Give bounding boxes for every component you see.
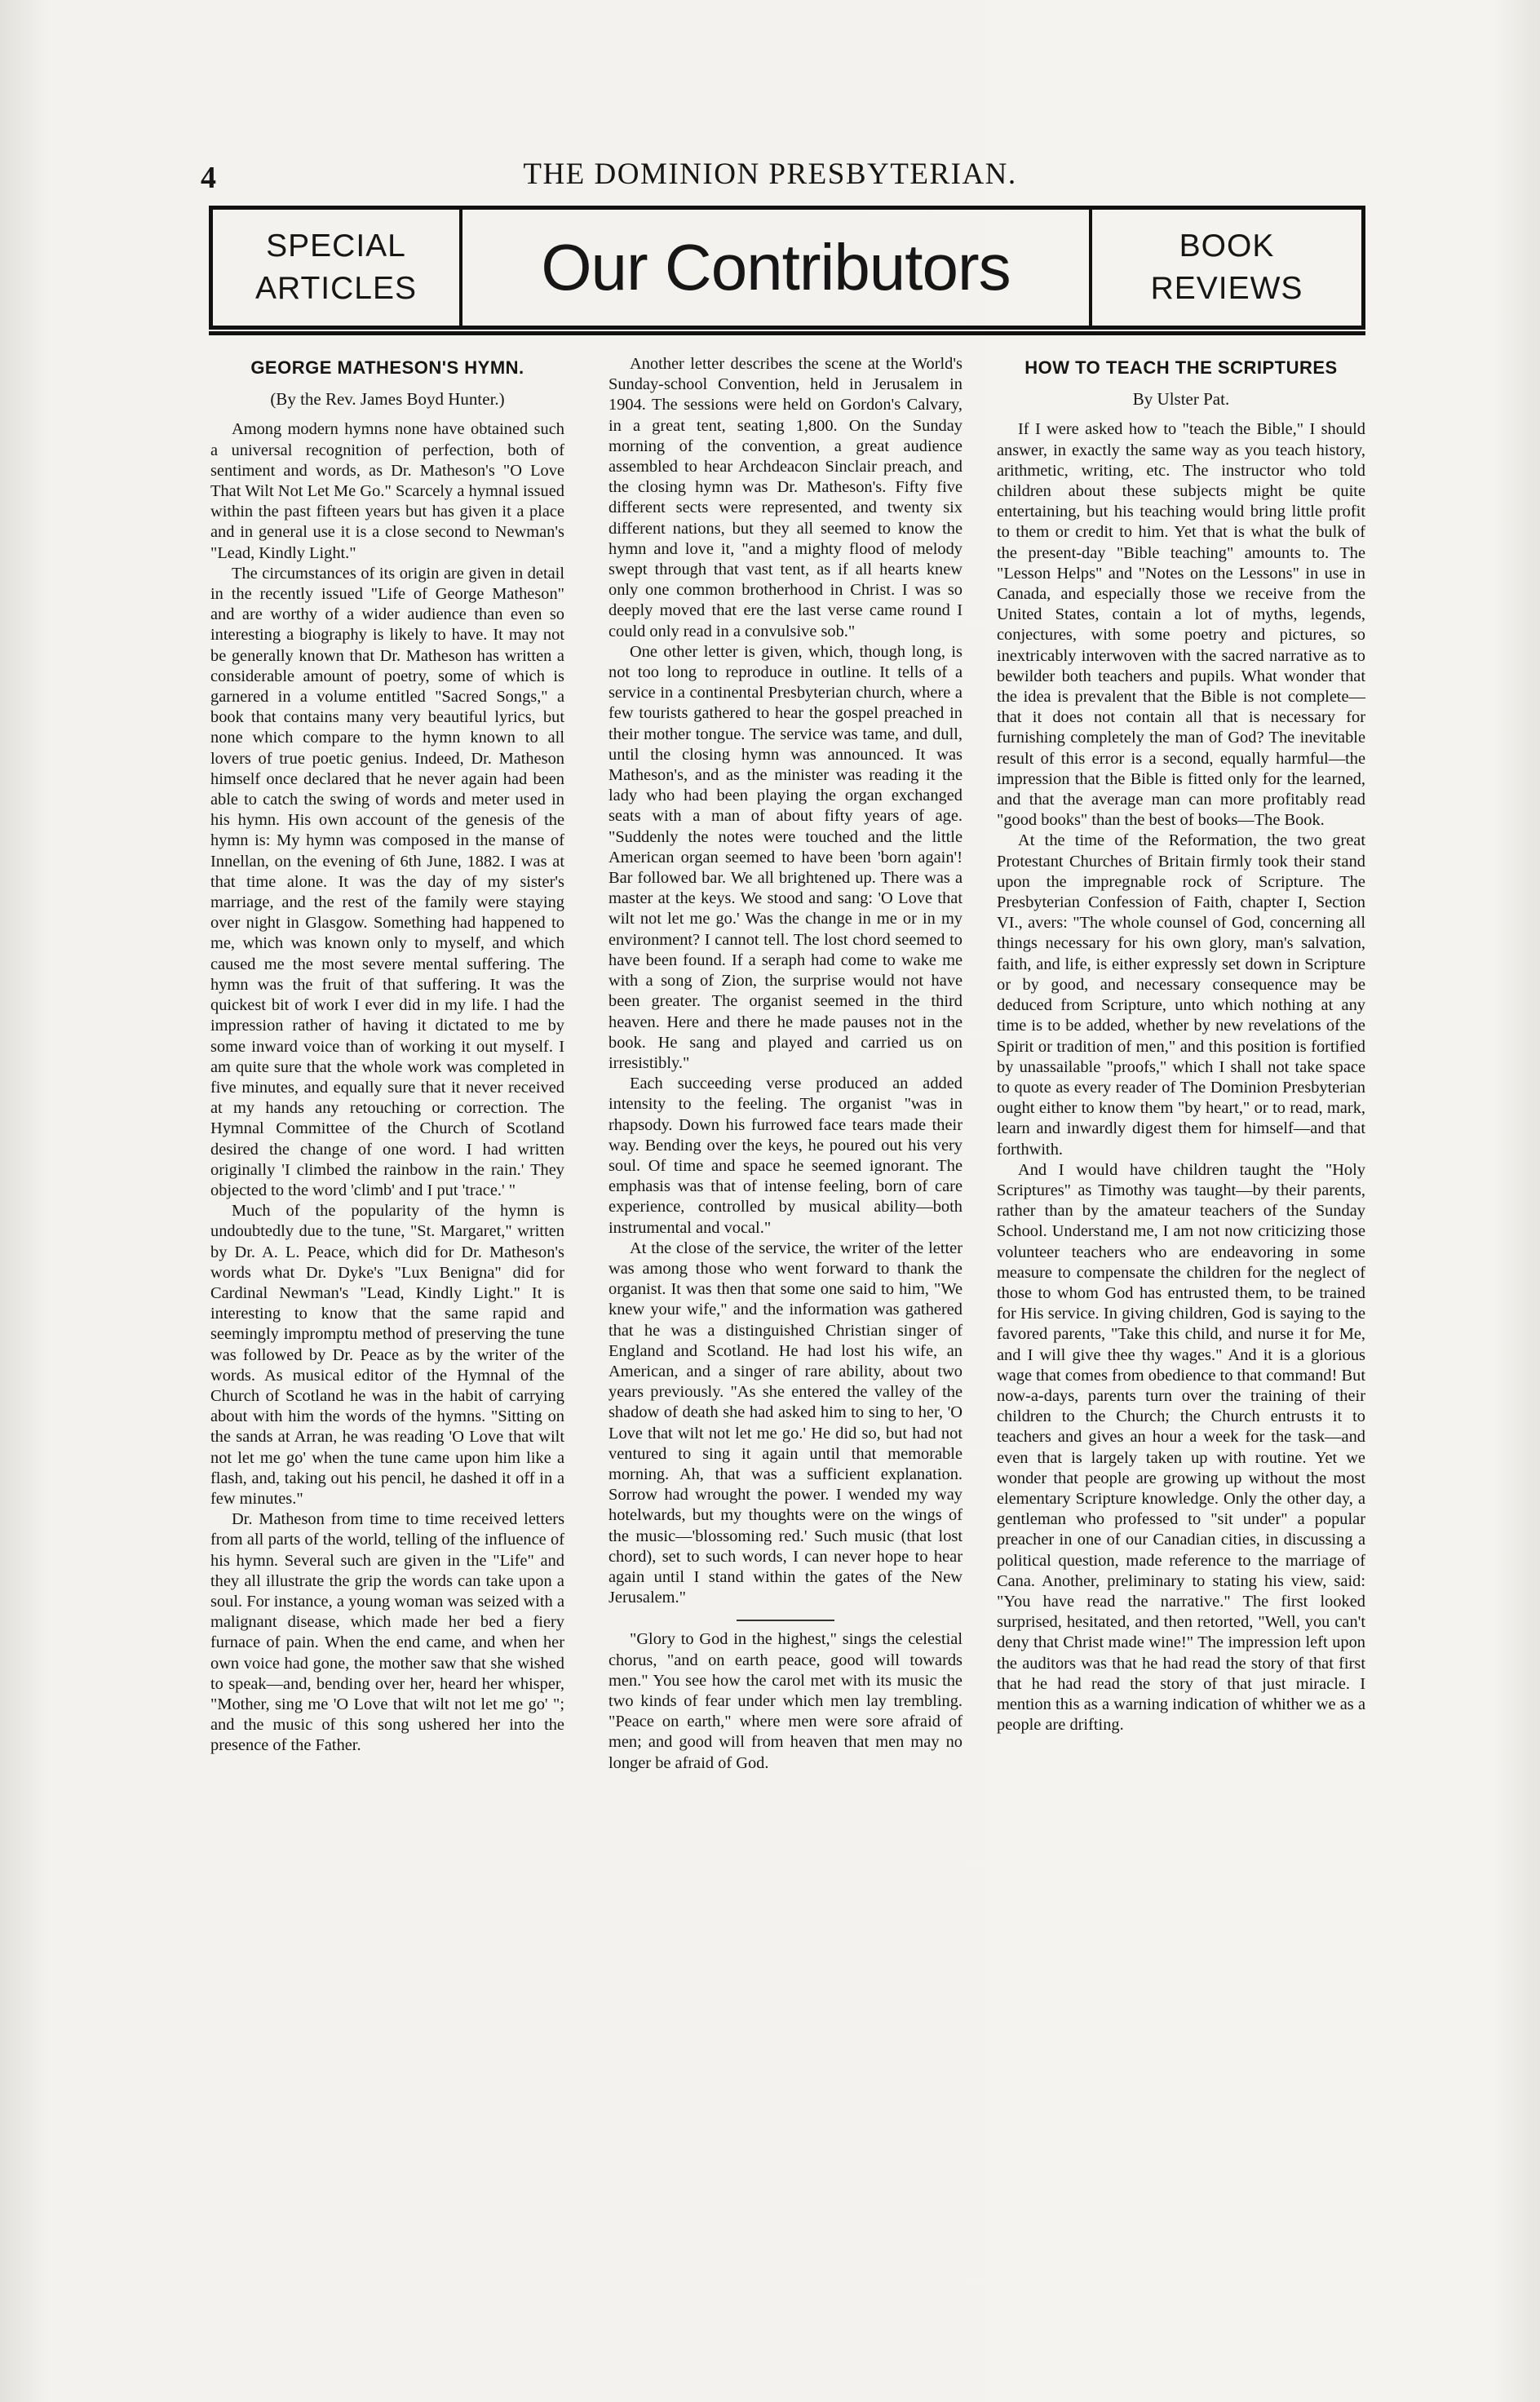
- page-number: 4: [201, 161, 216, 195]
- article-byline: (By the Rev. James Boyd Hunter.): [270, 389, 505, 410]
- banner-rule: [209, 331, 1365, 335]
- masthead: THE DOMINION PRESBYTERIAN.: [523, 157, 1017, 191]
- filler-paragraph: "Glory to God in the highest," sings the celestial chorus, "and on earth peace, good will towards men." You see how the carol met with its music the two kinds of fear under which men lay trembling. "Peace on earth," where men were sore afraid of men; and good will from heaven that men may no longer be afraid of God.: [608, 1630, 962, 1772]
- paragraph: Much of the popularity of the hymn is undoubtedly due to the tune, "St. Margaret," written by Dr. A. L. Peace, which did for Dr. Matheson's words what Dr. Dyke's "Lux Benigna" did for Cardinal Newman's "Lead, Kindly Light." It is interesting to know that the same rapid and seemingly impromptu method of preserving the tune was followed by Dr. Peace as by the writer of the words. As musical editor of the Hymnal of the Church of Scotland he was in the habit of carrying about with him the words of the hymns. "Sitting on the sands at Arran, he was reading 'O Love that wilt not let me go' when the tune came upon him like a flash, and, taking out his pencil, he dashed it off in a few minutes.": [210, 1202, 564, 1508]
- paragraph: And I would have children taught the "Holy Scriptures" as Timothy was taught—by their parents, rather than by the amateur teachers of the Sunday School. Understand me, I am not now criticizing those volunteer teachers who are endeavoring in some measure to compensate the children for the neglect of those to whom God has entrusted them, to be trained for His service. In giving children, God is saying to the favored parents, "Take this child, and nurse it for Me, and I will give thee thy wages." And it is a glorious wage that comes from obedience to that command! But now-a-days, parents turn over the training of their children to the Church; the Church entrusts it to teachers and gives an hour a week for the task—and even that is largely taken up with routine. Yet we wonder that people are growing up without the most elementary Scripture knowledge. Only the other day, a gentleman who professed to "sit under" a popular preacher in one of our Canadian cities, in discussing a political question, made reference to the marriage of Cana. Another, preliminary to stating his view, said: "You have read the narrative." The first looked surprised, hesitated, and then retorted, "Well, you can't deny that Christ made wine!" The impression left upon the auditors was that he had read the story of that first that he had read the story of that just miracle. I mention this as a warning indication of whither we as a people are drifting.: [997, 1160, 1365, 1735]
- column-1: [210, 354, 564, 1757]
- paragraph: Each succeeding verse produced an added intensity to the feeling. The organist "was in rhapsody. Down his furrowed face tears made their way. Bending over the keys, he poured out his very soul. Of time and space he seemed ignorant. The emphasis was that of intense feeling, born of care experience, controlled by musical ability—both instrumental and vocal.": [608, 1075, 962, 1237]
- banner-right-line2: REVIEWS: [1150, 271, 1303, 306]
- divider: [737, 1620, 834, 1621]
- banner-right: [1089, 210, 1361, 326]
- paragraph: Among modern hymns none have obtained such a universal recognition of perfection, both of sentiment and words, as Dr. Matheson's "O Love That Wilt Not Let Me Go." Scarcely a hymnal issued within the past fifteen years but has given it a place and in general use it is a close second to Newman's "Lead, Kindly Light.": [210, 420, 564, 562]
- article-title: GEORGE MATHESON'S HYMN.: [250, 357, 524, 378]
- banner-right-line1: BOOK: [1179, 228, 1275, 264]
- section-banner: [209, 206, 1365, 330]
- paragraph: At the close of the service, the writer of the letter was among those who went forward to thank the organist. It was then that some one said to him, "We knew your wife," and the information was gathered that he was a distinguished Christian singer of England and Scotland. He had lost his wife, an American, and a singer of rare ability, about two years previously. "As she entered the valley of the shadow of death she had asked him to sing to her, 'O Love that wilt not let me go.' He did so, but had not ventured to sing it again until that memorable morning. Ah, that was a sufficient explanation. Sorrow had wrought the power. I wended my way hotelwards, but my thoughts were on the wings of the music—'blossoming red.' Such music (that lost chord), set to such words, I can never hope to hear again until I stand within the gates of the New Jerusalem.": [608, 1239, 962, 1607]
- paragraph: The circumstances of its origin are given in detail in the recently issued "Life of George Matheson" and are worthy of a wider audience than even so interesting a biography is likely to have. It may not be generally known that Dr. Matheson has written a considerable amount of poetry, some of which is garnered in a volume entitled "Sacred Songs," a book that contains many very beautiful lyrics, but none which compare to the hymn known to all lovers of true poetic genius. Indeed, Dr. Matheson himself once declared that he never again had been able to catch the swing of words and meter used in his hymn. His own account of the genesis of the hymn is: My hymn was composed in the manse of Innellan, on the evening of 6th June, 1882. I was at that time alone. It was the day of my sister's marriage, and the rest of the family were staying over night in Glasgow. Something had happened to me, which was known only to myself, and which caused me the most severe mental suffering. The hymn was the fruit of that suffering. It was the quickest bit of work I ever did in my life. I had the impression rather of having it dictated to me by some inward voice than of working it out myself. I am quite sure that the whole work was completed in five minutes, and equally sure that it never received at my hands any retouching or correction. The Hymnal Committee of the Church of Scotland desired the change of one word. I had written originally 'I climbed the rainbow in the rain.' They objected to the word 'climb' and I put 'trace.' ": [210, 564, 564, 1199]
- paragraph: If I were asked how to "teach the Bible," I should answer, in exactly the same way as you teach history, arithmetic, writing, etc. The instructor who told children about these subjects might be quite entertaining, but his teaching would bring little profit to them or credit to him. Yet that is what the bulk of the present-day "Bible teaching" amounts to. The "Lesson Helps" and "Notes on the Lessons" in use in Canada, and especially those we receive from the United States, contain a lot of myths, legends, conjectures, with some poetry and pictures, so inextricably interwoven with the sacred narrative as to bewilder both teachers and pupils. What wonder that the idea is prevalent that the Bible is not complete—that it does not contain all that is necessary for furnishing completely the man of God? The inevitable result of this error is a second, equally harmful—the impression that the Bible is fitted only for the learned, and that the average man can more profitably read "good books" than the best of books—The Book.: [997, 420, 1365, 830]
- banner-left-line2: ARTICLES: [254, 271, 417, 306]
- paragraph: Dr. Matheson from time to time received letters from all parts of the world, telling of the influence of his hymn. Several such are given in the "Life" and they all illustrate the grip the words can take upon a soul. For instance, a young woman was seized with a malignant disease, which made her bed a fiery furnace of pain. When the end came, and when her own voice had gone, the mother saw that she wished to speak—and, bending over her, heard her whisper, "Mother, sing me 'O Love that wilt not let me go' "; and the music of this song ushered her into the presence of the Father.: [210, 1510, 564, 1755]
- banner-left-line1: SPECIAL: [266, 228, 406, 264]
- paragraph: At the time of the Reformation, the two great Protestant Churches of Britain firmly took their stand upon the impregnable rock of Scripture. The Presbyterian Confession of Faith, chapter I, Section VI., avers: "The whole counsel of God, concerning all things necessary for his own glory, man's salvation, faith, and life, is either expressly set down in Scripture or by good, and necessary consequence may be deduced from Scripture, unto which nothing at any time is to be added, whether by new revelations of the Spirit or tradition of men," and this position is fortified by unassailable "proofs," which I shall not take space to quote as every reader of The Dominion Presbyterian ought either to know them "by heart," or to read, mark, learn and inwardly digest them for himself—and that forthwith.: [997, 831, 1365, 1159]
- column-2: [608, 354, 962, 1774]
- banner-title: Our Contributors: [541, 231, 1011, 304]
- paragraph: Another letter describes the scene at the World's Sunday-school Convention, held in Jerusalem in 1904. The sessions were held on Gordon's Calvary, in a great tent, seating 1,800. On the Sunday morning of the convention, a great audience assembled to hear Archdeacon Sinclair preach, and the closing hymn was Dr. Matheson's. Fifty five different sects were represented, and twenty six different nations, but they all seemed to know the hymn and love it, "and a mighty flood of melody swept through that vast tent, as if all hearts knew only one common brotherhood in Christ. I was so deeply moved that ere the last verse came round I could only read in a convulsive sob.": [608, 355, 962, 640]
- article-byline: By Ulster Pat.: [1132, 389, 1230, 410]
- article-title: HOW TO TEACH THE SCRIPTURES: [1024, 357, 1338, 378]
- banner-left: [213, 210, 462, 326]
- paragraph: One other letter is given, which, though long, is not too long to reproduce in outline. It tells of a service in a continental Presbyterian church, where a few tourists gathered to hear the gospel preached in their mother tongue. The service was tame, and dull, until the closing hymn was announced. It was Matheson's, and as the minister was reading it the lady who had been playing the organ exchanged seats with a man of about fifty years of age. "Suddenly the notes were touched and the little American organ seemed to have been 'born again'! Bar followed bar. We all brightened up. There was a master at the keys. We stood and sang: 'O Love that wilt not let me go.' Was the change in me or in my environment? I cannot tell. The lost chord seemed to have been found. If a seraph had come to wake me with a song of Zion, the surprise would not have been greater. The organist seemed in the third heaven. Here and there he made pauses not in the book. He sang and played and carried us on irresistibly.": [608, 642, 962, 1072]
- column-3: [997, 354, 1365, 1735]
